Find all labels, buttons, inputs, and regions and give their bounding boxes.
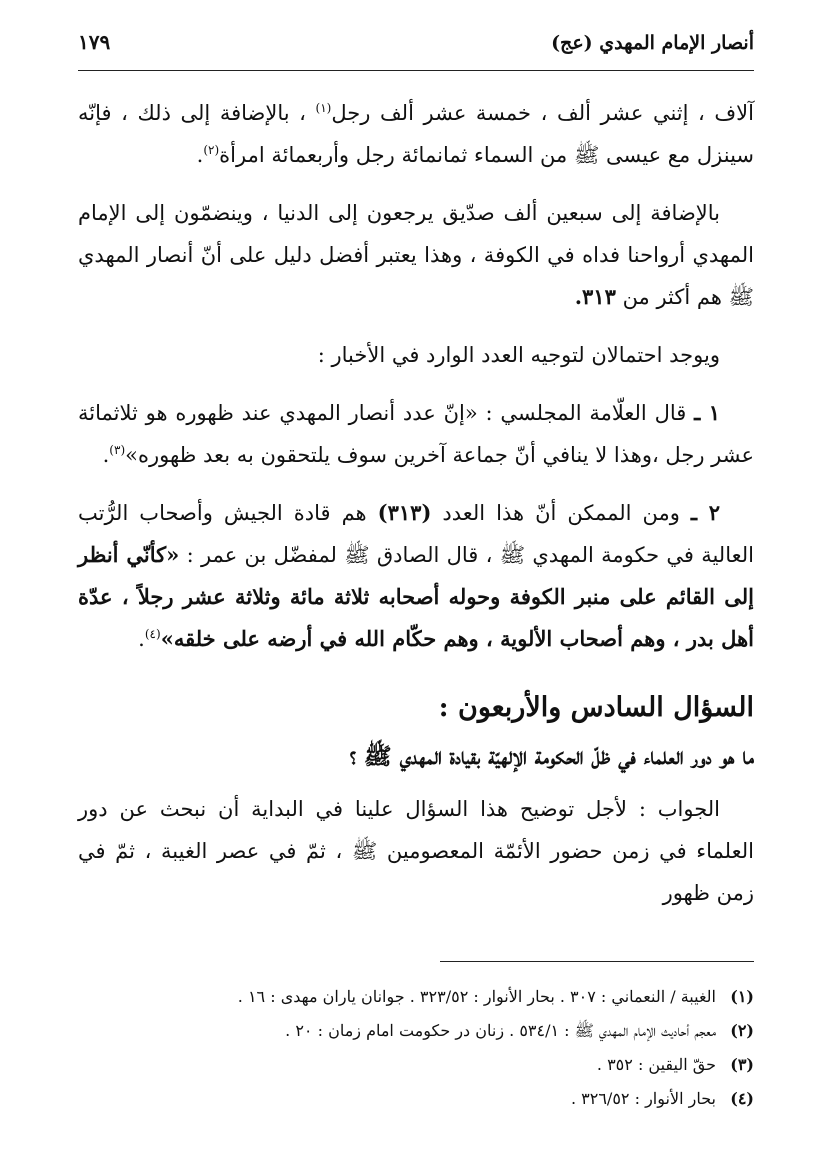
footnote-number: (١) [730,987,754,1006]
paragraph-text: هم قادة الجيش وأصحاب الرُّتب العالية في حكومة المهدي ﷺ ، قال الصادق ﷺ لمفضّل بن عمر : [78,501,754,567]
page-body [78,92,754,930]
footnote-item [78,1014,754,1048]
footnotes [78,980,754,1116]
paragraph-text: ويوجد احتمالان لتوجيه العدد الوارد في الأخبار : [317,343,720,367]
running-title: أنصار الإمام المهدي (عج) [551,32,754,54]
footnote-number: (٣) [730,1055,754,1074]
footnote-ref: (٤) [144,627,161,641]
paragraph-text: ومن الممكن أنّ هذا العدد [442,501,680,525]
footnote-item [78,1082,754,1116]
paragraph-text: بالإضافة إلى سبعين ألف صدّيق يرجعون إلى الدنيا ، وينضمّون إلى الإمام المهدي أرواحنا فداه في الكوفة ، وهذا يعتبر أفضل دليل على أنّ أنصار المهدي ﷺ هم أكثر من [78,201,754,309]
question-heading: ما هو دور العلماء في ظلّ الحكومة الإلهيّة بقيادة المهدي ﷺ ؟ [349,743,754,770]
footnote-text: معجم أحاديث الإمام المهدي ﷺ : ٥٣٤/١ . زنان در حكومت امام زمان : ٢٠ . [285,1021,716,1040]
paragraph-1 [78,92,754,176]
punctuation: . [196,143,204,167]
page-header [78,26,754,71]
footnote-number: (٤) [730,1089,754,1108]
section-heading: السؤال السادس والأربعون : [438,692,754,723]
paragraph-5 [78,492,754,660]
list-number: ٢ ـ [690,500,720,525]
page-number: ١٧٩ [78,30,111,54]
list-number: ١ ـ [694,400,720,425]
paragraph-3 [78,334,754,376]
punctuation: . [102,443,110,467]
footnote-text: حقّ اليقين : ٣٥٢ . [596,1055,716,1074]
footnote-number: (٢) [730,1021,754,1040]
footnote-ref: (٣) [109,443,126,457]
paragraph-4 [78,392,754,476]
footnote-item [78,1048,754,1082]
footnote-text: الغيبة / النعماني : ٣٠٧ . بحار الأنوار : ٣٢٣/٥٢ . جوانان ياران مهدى : ١٦ . [237,987,716,1006]
paragraph-text: آلاف ، إثني عشر ألف ، خمسة عشر ألف رجل [331,101,754,125]
paragraph-text: قال العلّامة المجلسي : «إنّ عدد أنصار المهدي عند ظهوره هو ثلاثمائة عشر رجل ،وهذا لا ينافي أنّ جماعة آخرين سوف يلتحقون به بعد ظهوره» [78,401,754,467]
bold-number: ٣١٣. [574,284,616,309]
paragraph-2 [78,192,754,318]
footnote-item [78,980,754,1014]
paragraph-6 [78,788,754,914]
punctuation: . [138,627,145,651]
paragraph-text: ، بالإضافة إلى ذلك ، فإنّه سينزل مع عيسى ﷺ من السماء ثمانمائة رجل وأربعمائة امرأة [78,101,754,167]
footnote-ref: (٢) [203,143,220,157]
footnote-ref: (١) [315,101,332,115]
footnote-separator [440,961,754,962]
paragraph-text: الجواب : لأجل توضيح هذا السؤال علينا في البداية أن نبحث عن دور العلماء في زمن حضور الأئمّة المعصومين ﷺ ، ثمّ في عصر الغيبة ، ثمّ في زمن ظهور [78,797,754,905]
bold-number: (٣١٣) [377,500,432,525]
footnote-text: بحار الأنوار : ٣٢٦/٥٢ . [570,1089,716,1108]
quotation: «كأنّي أنظر إلى القائم على منبر الكوفة وحوله أصحابه ثلاثة مائة وثلاثة عشر رجلاً ، عدّة أهل بدر ، وهم أصحاب الألوية ، وهم حكّام الله في أرضه على خلقه» [78,542,754,651]
